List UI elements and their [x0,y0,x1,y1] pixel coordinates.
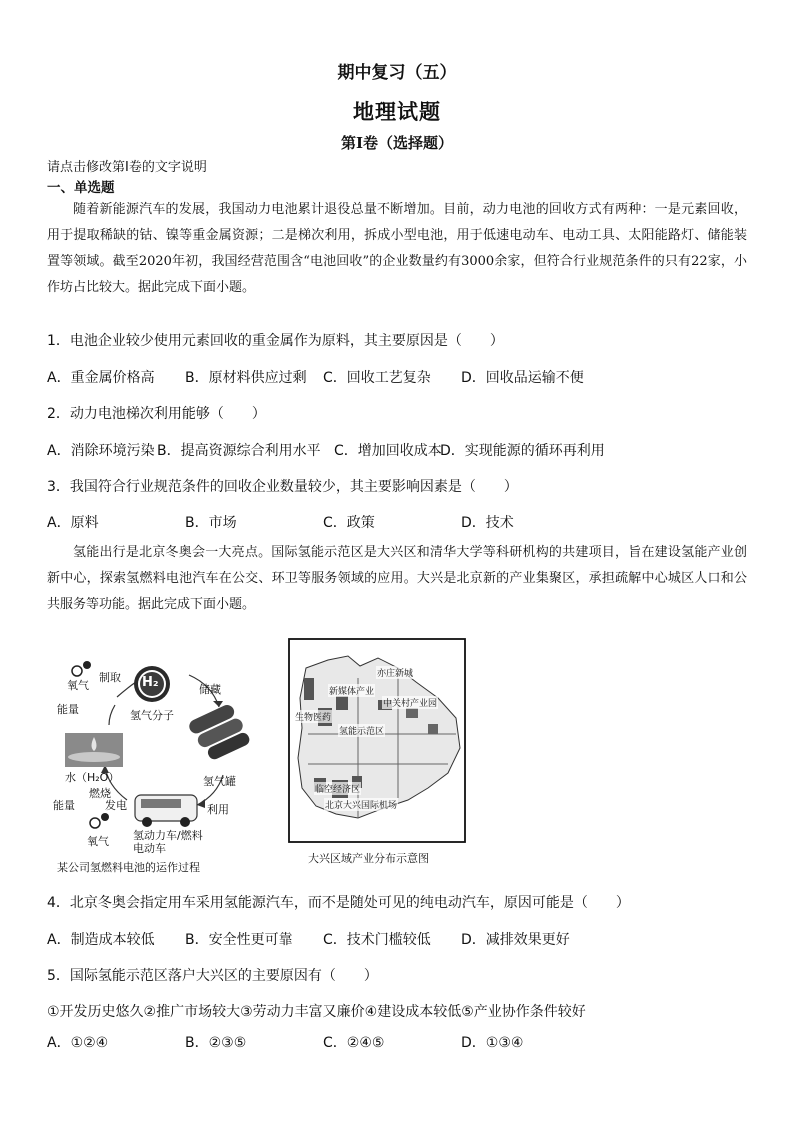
option-b[interactable]: B．安全性更可靠 [185,932,293,948]
passage-2: 氢能出行是北京冬奥会一大亮点。国际氢能示范区是大兴区和清华大学等科研机构的共建项目，旨在建设氢能产业创新中心，探索氢燃料电池汽车在公交、环卫等服务领域的应用。大兴是北京新的产业集聚区，承担疏解中心城区人口和公共服务等功能。据此完成下面小题。 [47,545,747,612]
option-d[interactable]: D．技术 [461,515,514,531]
figure-left-caption: 某公司氢燃料电池的运作过程 [57,861,200,874]
passage-1: 随着新能源汽车的发展，我国动力电池累计退役总量不断增加。目前，动力电池的回收方式有两种：一是元素回收，用于提取稀缺的钴、镍等重金属资源；二是梯次利用，拆成小型电池，用于低速电动车、电动工具、太阳能路灯、储能装置等领域。截至2020年初，我国经营范围含“电池回收”的企业数量约有3000余家，但符合行业规范条件的只有22家，小作坊占比较大。据此完成下面小题。 [47,202,747,295]
option-c[interactable]: C．技术门槛较低 [323,932,431,948]
option-b[interactable]: B．原材料供应过剩 [185,370,307,386]
option-c[interactable]: C．回收工艺复杂 [323,370,431,386]
question-3-stem: 3．我国符合行业规范条件的回收企业数量较少，其主要影响因素是（ ） [47,479,518,495]
option-c[interactable]: C．政策 [323,515,375,531]
label-h2-molecule: 氢气分子 [130,709,174,722]
question-1-stem: 1．电池企业较少使用元素回收的重金属作为原料，其主要原因是（ ） [47,333,504,349]
question-3-options [47,512,514,532]
label-burn: 燃烧 [89,787,111,800]
question-5-stem: 5．国际氢能示范区落户大兴区的主要原因有（ ） [47,968,378,984]
option-d[interactable]: D．实现能源的循环再利用 [440,443,605,459]
label-oxygen-top: 氧气 [67,679,89,692]
option-a[interactable]: A．制造成本较低 [47,932,155,948]
exam-volume: 第I卷（选择题） [340,134,454,152]
option-b[interactable]: B．提高资源综合利用水平 [157,443,321,459]
label-water: 水（H₂O） [65,771,120,784]
option-c[interactable]: C．增加回收成本 [334,443,442,459]
question-5-statements: ①开发历史悠久②推广市场较大③劳动力丰富又廉价④建设成本较低⑤产业协作条件较好 [47,1004,586,1020]
label-car: 氢动力车/燃料电动车 [133,829,203,855]
map-label-airport-zone: 临空经济区 [314,782,361,795]
edit-note: 请点击修改第I卷的文字说明 [47,160,207,175]
map-label-xinmeiti: 新媒体产业 [328,684,375,697]
option-a[interactable]: A．①②④ [47,1035,109,1051]
option-c[interactable]: C．②④⑤ [323,1035,385,1051]
map-label-yizhuang: 亦庄新城 [376,666,414,679]
map-label-bio: 生物医药 [294,710,332,723]
label-energy-bottom: 能量 [53,799,75,812]
question-2-options [47,440,605,460]
option-d[interactable]: D．减排效果更好 [461,932,570,948]
map-label-airport: 北京大兴国际机场 [324,798,398,811]
daxing-map-figure [288,638,466,870]
option-a[interactable]: A．消除环境污染 [47,443,155,459]
question-5-options [47,1032,523,1052]
section-heading: 一、单选题 [47,180,115,196]
label-store: 储藏 [199,683,221,696]
h2-symbol: H₂ [142,675,159,690]
label-produce: 制取 [99,671,121,684]
label-energy-top: 能量 [57,703,79,716]
question-1-options [47,367,584,387]
label-oxygen-bottom: 氧气 [87,835,109,848]
exam-subject: 地理试题 [353,99,441,124]
question-4-stem: 4．北京冬奥会指定用车采用氢能源汽车，而不是随处可见的纯电动汽车，原因可能是（ ） [47,895,630,911]
label-use: 利用 [207,803,229,816]
option-a[interactable]: A．重金属价格高 [47,370,155,386]
option-a[interactable]: A．原料 [47,515,99,531]
fuel-cell-figure [47,645,272,877]
question-4-options [47,929,570,949]
question-2-stem: 2．动力电池梯次利用能够（ ） [47,406,266,422]
exam-title: 期中复习（五） [337,63,457,83]
option-d[interactable]: D．①③④ [461,1035,524,1051]
map-label-demo: 氢能示范区 [338,724,385,737]
option-b[interactable]: B．②③⑤ [185,1035,247,1051]
figure-right-caption: 大兴区域产业分布示意图 [308,852,429,865]
option-b[interactable]: B．市场 [185,515,237,531]
label-generate: 发电 [105,799,127,812]
label-tank: 氢气罐 [203,775,236,788]
map-label-zhongguan: 中关村产业园 [382,696,438,709]
option-d[interactable]: D．回收品运输不便 [461,370,584,386]
